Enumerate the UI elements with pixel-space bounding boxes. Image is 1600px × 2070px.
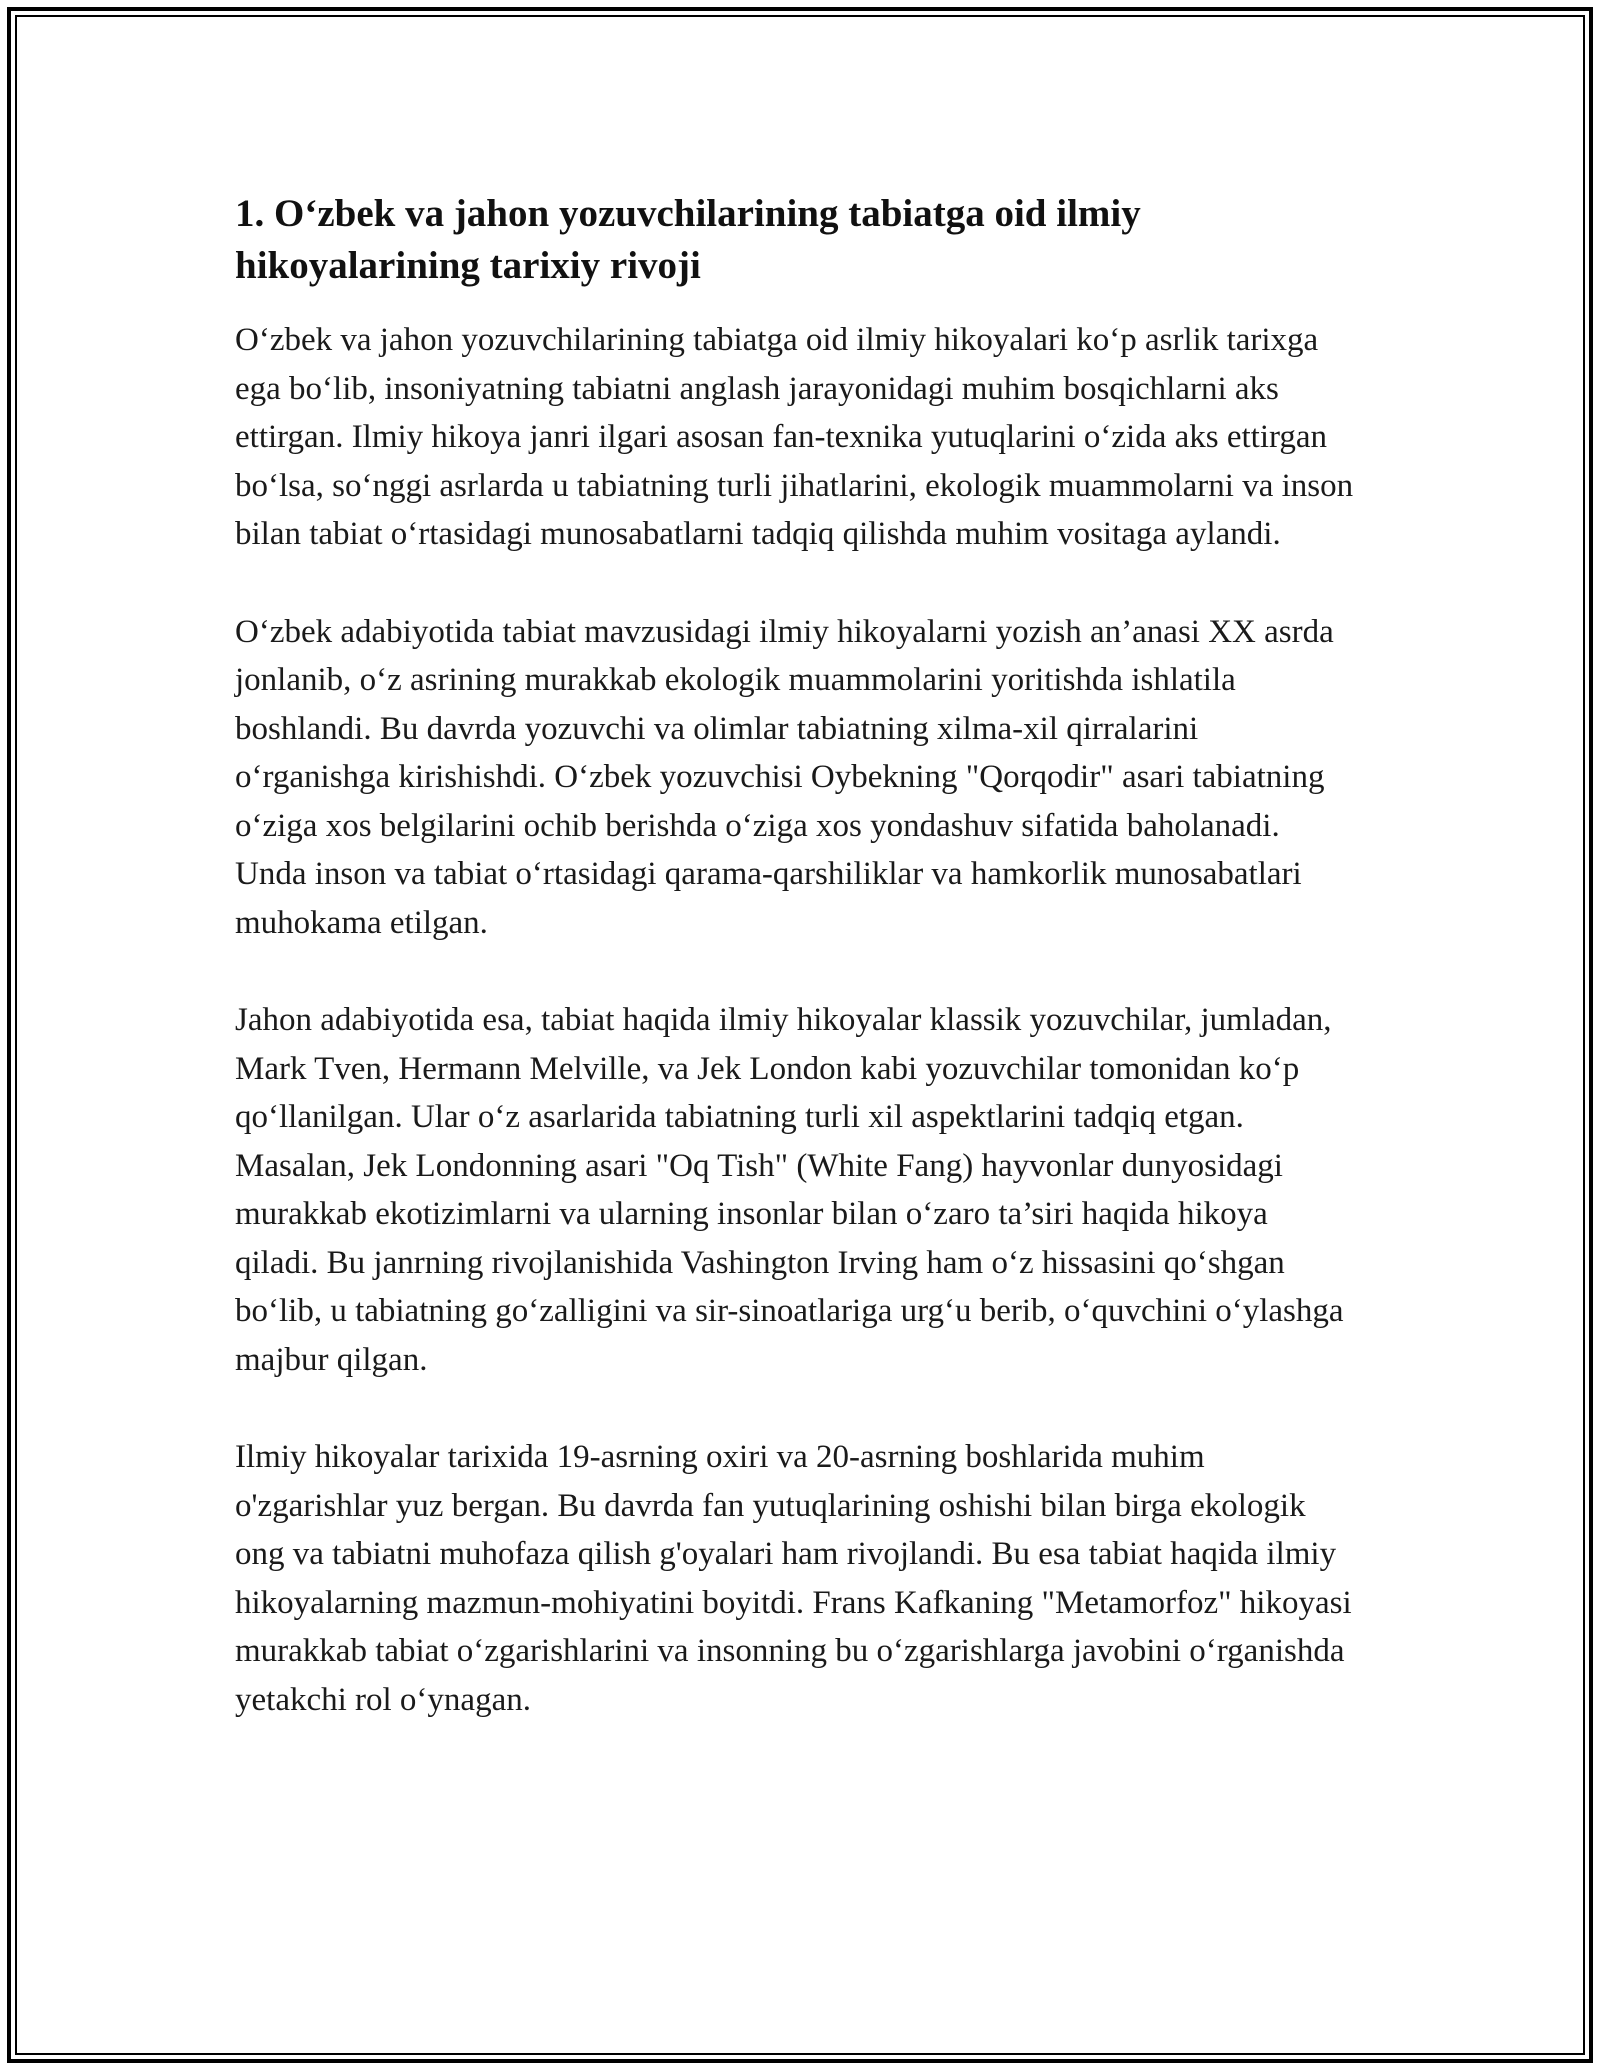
paragraph-4: Ilmiy hikoyalar tarixida 19-asrning oxiri va 20-asrning boshlarida muhim o'zgarishlar yuz bergan. Bu davrda fan yutuqlarining oshishi bilan birga ekologik ong va tabiatni muhofaza qilish g'oyalari ham rivojlandi. Bu esa tabiat haqida ilmiy hikoyalarning mazmun-mohiyatini boyitdi. Frans Kafkaning "Metamorfoz" hikoyasi murakkab tabiat o‘zgarishlarini va insonning bu o‘zgarishlarga javobini o‘rganishda yetakchi rol o‘ynagan. xyxy=(235,1439,1352,1718)
document-body xyxy=(235,188,1355,1724)
section-heading: 1. O‘zbek va jahon yozuvchilarining tabiatga oid ilmiy hikoyalarining tarixiy rivoji xyxy=(235,192,1141,287)
paragraph-2: O‘zbek adabiyotida tabiat mavzusidagi ilmiy hikoyalarni yozish an’anasi XX asrda jonlanib, o‘z asrining murakkab ekologik muammolarini yoritishda ishlatila boshlandi. Bu davrda yozuvchi va olimlar tabiatning xilma-xil qirralarini o‘rganishga kirishishdi. O‘zbek yozuvchisi Oybekning "Qorqodir" asari tabiatning o‘ziga xos belgilarini ochib berishda o‘ziga xos yondashuv sifatida baholanadi. Unda inson va tabiat o‘rtasidagi qarama-qarshiliklar va hamkorlik munosabatlari muhokama etilgan. xyxy=(235,613,1334,941)
paragraph-1: O‘zbek va jahon yozuvchilarining tabiatga oid ilmiy hikoyalari ko‘p asrlik tarixga ega bo‘lib, insoniyatning tabiatni anglash jarayonidagi muhim bosqichlarni aks ettirgan. Ilmiy hikoya janri ilgari asosan fan-texnika yutuqlarini o‘zida aks ettirgan bo‘lsa, so‘nggi asrlarda u tabiatning turli jihatlarini, ekologik muammolarni va inson bilan tabiat o‘rtasidagi munosabatlarni tadqiq qilishda muhim vositaga aylandi. xyxy=(235,322,1354,552)
paragraph-3: Jahon adabiyotida esa, tabiat haqida ilmiy hikoyalar klassik yozuvchilar, jumladan, Mark Tven, Hermann Melville, va Jek London kabi yozuvchilar tomonidan ko‘p qo‘llanilgan. Ular o‘z asarlarida tabiatning turli xil aspektlarini tadqiq etgan. Masalan, Jek Londonning asari "Oq Tish" (White Fang) hayvonlar dunyosidagi murakkab ekotizimlarni va ularning insonlar bilan o‘zaro ta’siri haqida hikoya qiladi. Bu janrning rivojlanishida Vashington Irving ham o‘z hissasini qo‘shgan bo‘lib, u tabiatning go‘zalligini va sir-sinoatlariga urg‘u berib, o‘quvchini o‘ylashga majbur qilgan. xyxy=(235,1002,1344,1378)
